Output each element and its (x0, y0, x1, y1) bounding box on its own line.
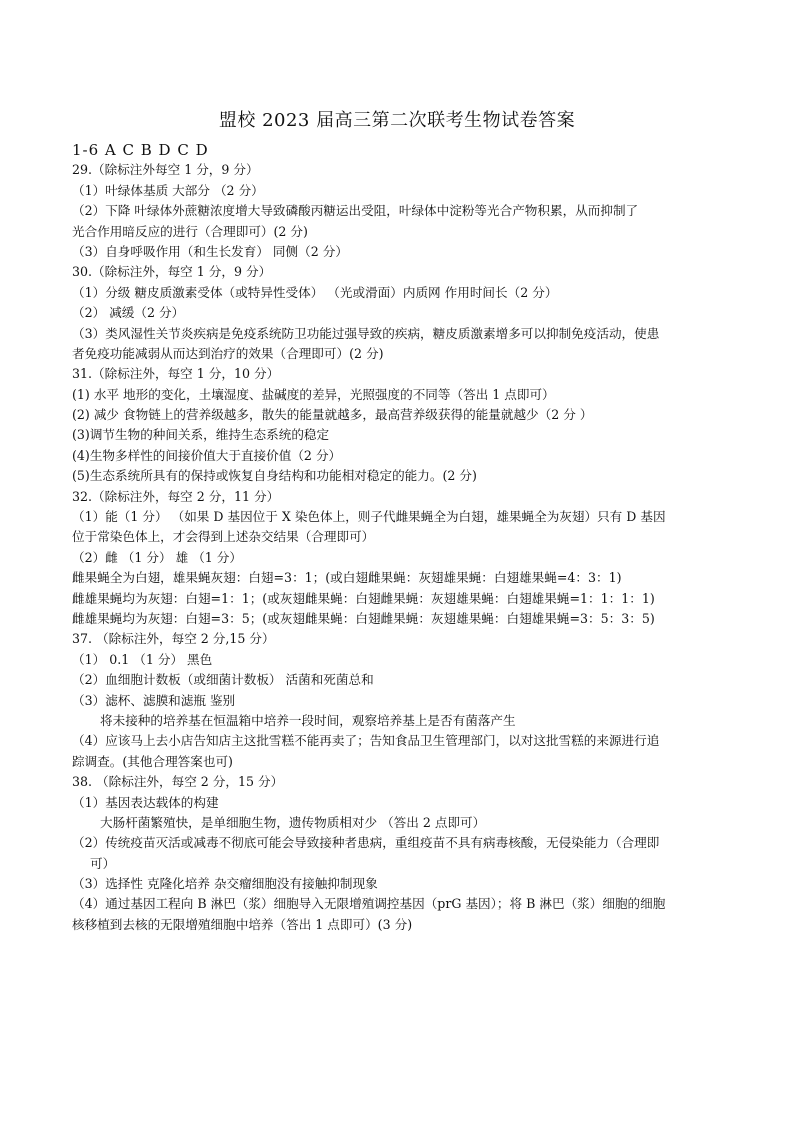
answer-line: （2） 减缓（2 分） (72, 305, 185, 321)
answer-line: （1） 0.1 （1 分） 黑色 (72, 651, 213, 667)
answer-line: （4）应该马上去小店告知店主这批雪糕不能再卖了；告知食品卫生管理部门，以对这批雪糕的来源进行追 (72, 733, 660, 749)
section-header-31: 31.（除标注外，每空 1 分，10 分） (72, 366, 280, 382)
answer-line: （3）自身呼吸作用（和生长发育） 同侧（2 分） (72, 243, 348, 259)
answer-line: (2) 减少 食物链上的营养级越多，散失的能量就越多，最高营养级获得的能量就越少（2 分 ） (72, 407, 593, 423)
answer-line: （3）类风湿性关节炎疾病是免疫系统防卫功能过强导致的疾病，糖皮质激素增多可以抑制免疫活动，使患 (72, 325, 660, 341)
mc-answer-line: 1-6 A C B D C D (72, 141, 209, 159)
answer-line: 者免疫功能减弱从而达到治疗的效果（合理即可）(2 分) (72, 345, 384, 361)
answer-line: （2）传统疫苗灭活或减毒不彻底可能会导致接种者患病，重组疫苗不具有病毒核酸，无侵染能力（合理即 (72, 835, 660, 851)
answer-line: (3)调节生物的种间关系，维持生态系统的稳定 (72, 427, 330, 443)
answer-line: （3）选择性 克隆化培养 杂交瘤细胞没有接触抑制现象 (72, 876, 378, 892)
answer-line: （1）基因表达载体的构建 (72, 794, 219, 810)
answer-line: (1) 水平 地形的变化，土壤湿度、盐碱度的差异，光照强度的不同等（答出 1 点即可） (72, 386, 555, 402)
section-header-30: 30.（除标注外，每空 1 分，9 分） (72, 264, 272, 280)
answer-line: （3）滤杯、滤膜和滤瓶 鉴别 (72, 692, 236, 708)
section-header-37: 37. （除标注外，每空 2 分,15 分） (72, 631, 275, 647)
answer-body (72, 140, 732, 935)
answer-line: （2）血细胞计数板（或细菌计数板） 活菌和死菌总和 (72, 672, 374, 688)
answer-line: (5)生态系统所具有的保持或恢复自身结构和功能相对稳定的能力。(2 分) (72, 468, 477, 484)
answer-line: 可） (90, 855, 116, 871)
section-header-38: 38. （除标注外，每空 2 分，15 分） (72, 774, 284, 790)
answer-line: 将未接种的培养基在恒温箱中培养一段时间，观察培养基上是否有菌落产生 (100, 712, 516, 728)
answer-line: （2）雌 （1 分） 雄 （1 分） (72, 549, 242, 565)
answer-line: 大肠杆菌繁殖快，是单细胞生物，遗传物质相对少 （答出 2 点即可） (100, 814, 486, 830)
section-header-29: 29.（除标注外每空 1 分，9 分） (72, 162, 259, 178)
answer-line: （4）通过基因工程向 B 淋巴（浆）细胞导入无限增殖调控基因（prG 基因）；将 B 淋巴（浆）细胞的细胞 (72, 896, 666, 912)
answer-line: 核移植到去核的无限增殖细胞中培养（答出 1 点即可）(3 分) (72, 916, 413, 932)
answer-line: 雌雄果蝇均为灰翅：白翅=1：1；(或灰翅雌果蝇：白翅雌果蝇：灰翅雄果蝇：白翅雄果蝇=1：1：1：1) (72, 590, 655, 606)
answer-line: （1）分级 糖皮质激素受体（或特异性受体） （光或滑面）内质网 作用时间长（2 分） (72, 284, 558, 300)
answer-line: （1）能（1 分） （如果 D 基因位于 X 染色体上，则子代雌果蝇全为白翅，雄果蝇全为灰翅）只有 D 基因 (72, 509, 666, 525)
answer-line: 踪调查。(其他合理答案也可) (72, 753, 233, 769)
answer-line: 雌果蝇全为白翅，雄果蝇灰翅：白翅=3：1；(或白翅雌果蝇：灰翅雄果蝇：白翅雄果蝇=4：3：1) (72, 570, 622, 586)
answer-line: 雌雄果蝇均为灰翅：白翅=3：5；(或灰翅雌果蝇：白翅雌果蝇：灰翅雄果蝇：白翅雄果蝇=3：5：3：5) (72, 610, 655, 626)
document-title: 盟校 2023 届高三第二次联考生物试卷答案 (218, 110, 576, 131)
answer-line: （1）叶绿体基质 大部分 （2 分） (72, 182, 264, 198)
answer-line: 位于常染色体上，才会得到上述杂交结果（合理即可） (72, 529, 375, 545)
section-header-32: 32.（除标注外，每空 2 分，11 分） (72, 488, 280, 504)
answer-line: 光合作用暗反应的进行（合理即可）(2 分) (72, 223, 308, 239)
answer-line: （2）下降 叶绿体外蔗糖浓度增大导致磷酸丙糖运出受阻，叶绿体中淀粉等光合产物积累，从而抑制了 (72, 203, 639, 219)
answer-line: (4)生物多样性的间接价值大于直接价值（2 分） (72, 447, 342, 463)
